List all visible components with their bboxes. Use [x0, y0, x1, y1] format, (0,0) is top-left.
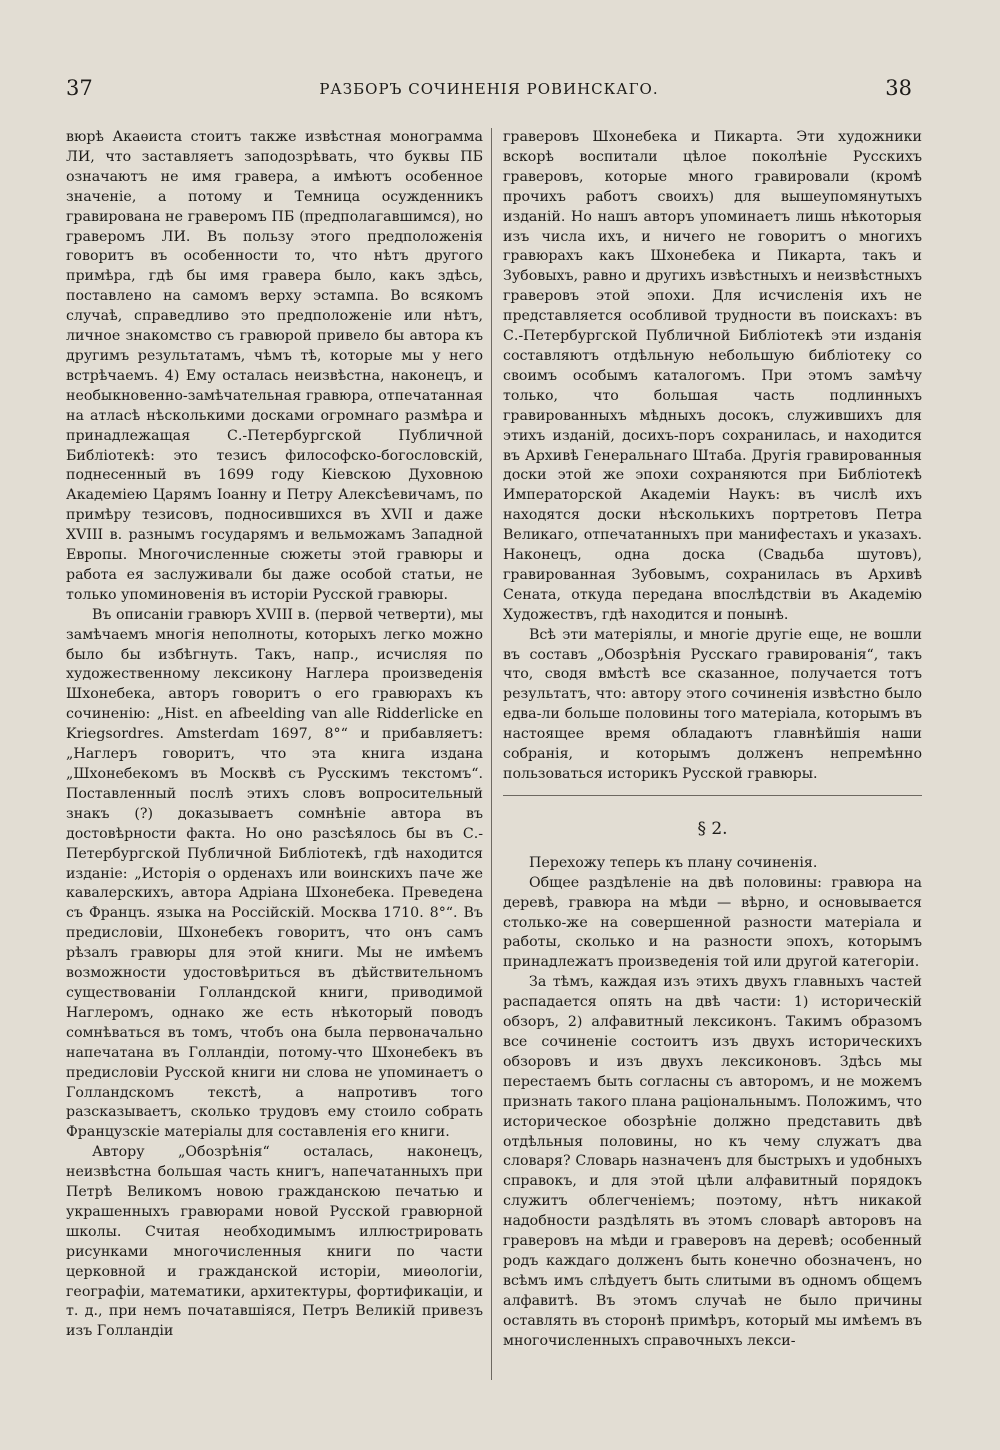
right-column: [497, 128, 922, 1351]
paragraph: вюрѣ Акаѳиста стоитъ также извѣстная монограмма ЛИ, что заставляетъ заподозрѣвать, что буквы ПБ означаютъ не имя гравера, а имѣютъ особенное значеніе, а потому и Темница осужденникъ гравирована не граверомъ ПБ (предполагавшимся), но граверомъ ЛИ. Въ пользу этого предположенія говоритъ въ особенности то, что нѣтъ другого примѣра, гдѣ бы имя гравера было, какъ здѣсь, поставлено на самомъ верху эстампа. Во всякомъ случаѣ, справедливо это предположеніе или нѣтъ, личное знакомство съ гравюрой привело бы автора къ другимъ результатамъ, чѣмъ тѣ, которые мы у него встрѣчаемъ. 4) Ему осталась неизвѣстна, наконецъ, и необыкновенно-замѣчательная гравюра, отпечатанная на атласѣ нѣсколькими досками огромнаго размѣра и принадлежащая С.-Петербургской Публичной Библіотекѣ: это тезисъ философско-богословскій, поднесенный въ 1699 году Кіевскою Духовною Академіею Царямъ Іоанну и Петру Алексѣевичамъ, по примѣру тезисовъ, подносившихся въ XVII и даже XVIII в. разнымъ государямъ и вельможамъ Западной Европы. Многочисленные сюжеты этой гравюры и работа ея заслуживали бы даже особой статьи, не только упоминовенія въ исторіи Русской гравюры.: [66, 129, 483, 603]
paragraph: Въ описаніи гравюръ XVIII в. (первой четверти), мы замѣчаемъ многія неполноты, которыхъ легко можно было бы избѣгнуть. Такъ, напр., исчисляя по художественному лексикону Наглера произведенія Шхонебека, авторъ говоритъ о его гравюрахъ къ сочиненію: „Hist. en afbeelding van alle Ridderlicke en Kriegsordres. Amsterdam 1697, 8°“ и прибавляетъ: „Наглеръ говоритъ, что эта книга издана „Шхонебекомъ въ Москвѣ съ Русскимъ текстомъ“. Поставленный послѣ этихъ словъ вопросительный знакъ (?) доказываетъ сомнѣніе автора въ достовѣрности факта. Но оно разсѣялось бы въ С.-Петербургской Публичной Библіотекѣ, гдѣ находится изданіе: „Исторія о орденахъ или воинскихъ паче же кавалерскихъ, автора Адріана Шхонебека. Преведена съ Францъ. языка на Россійскій. Москва 1710. 8°“. Въ предисловіи, Шхонебекъ говоритъ, что онъ самъ рѣзалъ гравюры для этой книги. Мы не имѣемъ возможности удостовѣриться въ дѣйствительномъ существованіи Голландской книги, приводимой Наглеромъ, однако же есть нѣкоторый поводъ сомнѣваться въ томъ, чтобъ она была первоначально напечатана въ Голландіи, потому-что Шхонебекъ въ предисловіи Русской книги ни слова не упоминаетъ о Голландскомъ текстѣ, а напротивъ того разсказываетъ, сколько трудовъ ему стоило собрать Французскіе матеріалы для составленія его книги.: [66, 606, 483, 1141]
page-number-right: 38: [885, 76, 912, 100]
left-column: [66, 128, 491, 1342]
paragraph: граверовъ Шхонебека и Пикарта. Эти художники вскорѣ воспитали цѣлое поколѣніе Русскихъ граверовъ, которые много гравировали (кромѣ прочихъ работъ своихъ) для вышеупомянутыхъ изданій. Но нашъ авторъ упоминаетъ лишь нѣкоторыя изъ числа ихъ, и ничего не говоритъ о многихъ гравюрахъ какъ Шхонебека и Пикарта, такъ и Зубовыхъ, равно и другихъ извѣстныхъ и неизвѣстныхъ граверовъ этой эпохи. Для исчисленія ихъ не представляется особливой трудности въ поискахъ: въ С.-Петербургской Публичной Библіотекѣ эти изданія составляютъ отдѣльную небольшую библіотеку со своимъ особымъ каталогомъ. При этомъ замѣчу только, что большая часть подлинныхъ гравированныхъ мѣдныхъ досокъ, служившихъ для этихъ изданій, досихъ-поръ сохранилась, и находится въ Архивѣ Генеральнаго Штаба. Другія гравированныя доски этой же эпохи сохраняются при Библіотекѣ Императорской Академіи Наукъ: въ числѣ ихъ находятся доски нѣсколькихъ портретовъ Петра Великаго, отпечатанныхъ при манифестахъ и указахъ. Наконецъ, одна доска (Свадьба шутовъ), гравированная Зубовымъ, сохранилась въ Архивѣ Сената, откуда передана впослѣдствіи въ Академію Художествъ, гдѣ находится и понынѣ.: [503, 129, 922, 623]
section-divider: [503, 795, 922, 796]
page-header: [66, 72, 912, 106]
paragraph: За тѣмъ, каждая изъ этихъ двухъ главныхъ частей распадается опять на двѣ части: 1) историческій обзоръ, 2) алфавитный лексиконъ. Такимъ образомъ все сочиненіе состоитъ изъ двухъ историческихъ обзоровъ и изъ двухъ лексиконовъ. Здѣсь мы перестаемъ быть согласны съ авторомъ, и не можемъ признать такого плана раціональнымъ. Положимъ, что историческое обозрѣніе должно представить двѣ отдѣльныя половины, но къ чему служатъ два словаря? Словарь назначенъ для быстрыхъ и удобныхъ справокъ, и для этой цѣли алфавитный порядокъ служитъ облегченіемъ; поэтому, нѣтъ никакой надобности раздѣлять въ этомъ словарѣ авторовъ на граверовъ на мѣди и граверовъ на деревѣ; особенный родъ каждаго долженъ быть конечно обозначенъ, но всѣмъ имъ слѣдуетъ быть слитыми въ одномъ общемъ алфавитѣ. Въ этомъ случаѣ не было причины оставлять въ сторонѣ примѣръ, который мы имѣемъ въ многочисленныхъ справочныхъ лекси-: [503, 974, 922, 1349]
page-number-left: 37: [66, 76, 93, 100]
paragraph: Всѣ эти матеріялы, и многіе другіе еще, не вошли въ составъ „Обозрѣнія Русскаго гравированія“, такъ что, сводя вмѣстѣ все сказанное, получается тотъ результатъ, что: автору этого сочиненія извѣстно было едва-ли больше половины того матеріала, которымъ въ настоящее время обладаютъ главнѣйшія наши собранія, и которымъ долженъ непремѣнно пользоваться историкъ Русской гравюры.: [503, 626, 922, 782]
paragraph: Общее раздѣленіе на двѣ половины: гравюра на деревѣ, гравюра на мѣди — вѣрно, и основывается столько-же на совершенной разности матеріала и работы, сколько и на разности эпохъ, которымъ принадлежатъ произведенія той или другой категоріи.: [503, 874, 922, 971]
column-divider: [491, 128, 492, 1380]
paragraph: Автору „Обозрѣнія“ осталась, наконецъ, неизвѣстна большая часть книгъ, напечатанныхъ при Петрѣ Великомъ новою гражданскою печатью и украшенныхъ гравюрами новой Русской гравюрной школы. Считая необходимымъ иллюстрировать рисунками многочисленныя книги по части церковной и гражданской исторіи, миѳологіи, географіи, математики, архитектуры, фортификаціи, и т. д., при немъ початавшіяся, Петръ Великій привезъ изъ Голландіи: [66, 1144, 483, 1340]
paragraph: Перехожу теперь къ плану сочиненія.: [529, 854, 818, 871]
running-title: РАЗБОРЪ СОЧИНЕНІЯ РОВИНСКАГО.: [319, 80, 659, 98]
section-heading: § 2.: [697, 818, 728, 839]
